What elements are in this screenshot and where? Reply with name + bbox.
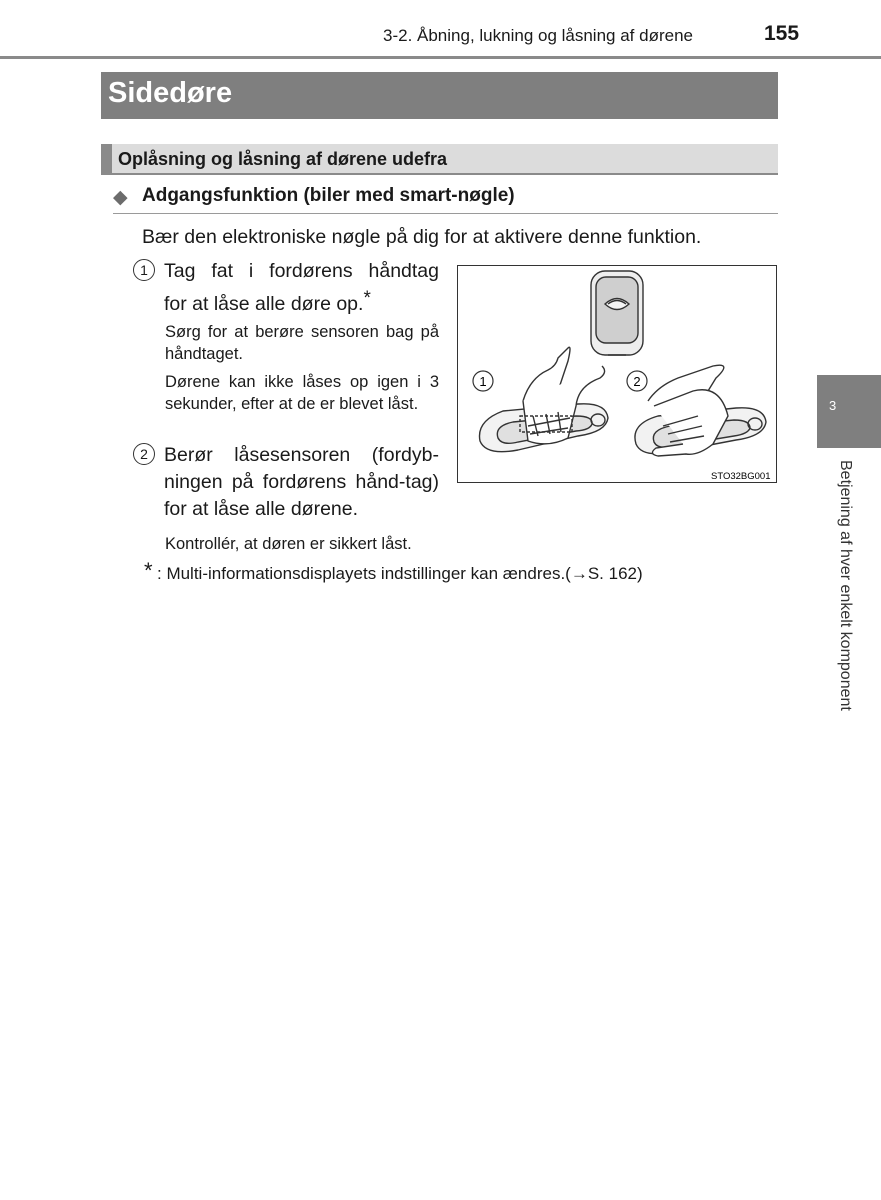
step-2-number-icon: 2 — [133, 443, 155, 465]
figure-code: STO32BG001 — [711, 471, 771, 482]
smart-key-icon — [591, 271, 643, 355]
step-1-text — [164, 258, 439, 318]
chapter-number: 3 — [829, 398, 837, 413]
door-handle-2-icon — [635, 365, 766, 456]
feature-heading: Adgangsfunktion (biler med smart-nøgle) — [142, 185, 515, 206]
step-2-text: Berør låsesensoren (fordyb-ningen på fordørens hånd-tag) for at låse alle dørene. — [164, 444, 439, 520]
step-1-note-1: Sørg for at berøre sensoren bag på håndtaget. — [165, 323, 439, 363]
subsection-accent — [101, 144, 112, 173]
subsection-bar — [101, 144, 778, 175]
chapter-title: Betjening af hver enkelt komponent — [837, 460, 854, 711]
page-number: 155 — [764, 22, 800, 45]
door-handle-illustration — [457, 265, 777, 483]
feature-rule — [113, 213, 778, 214]
step-2-note: Kontrollér, at døren er sikkert låst. — [165, 535, 412, 553]
page-title: Sidedøre — [108, 77, 233, 109]
step-1-line2: for at låse alle døre op. — [164, 293, 364, 315]
diamond-bullet-icon: ◆ — [113, 187, 128, 208]
chapter-tab — [817, 375, 881, 448]
header-rule — [0, 56, 881, 59]
intro-text: Bær den elektroniske nøgle på dig for at aktivere denne funktion. — [142, 226, 702, 248]
footnote-marker: * — [144, 558, 153, 583]
figure-label-1: 1 — [479, 374, 487, 389]
step-1-number-icon: 1 — [133, 259, 155, 281]
step-1-footnote-marker: * — [363, 288, 371, 309]
section-title-bar — [101, 72, 778, 119]
step-1-line1: Tag fat i fordørens håndtag — [164, 260, 439, 282]
figure-label-2: 2 — [633, 374, 641, 389]
footnote-text: : Multi-informationsdisplayets indstillinger kan ændres.(→S. 162) — [157, 564, 643, 583]
illustration-drawing — [458, 266, 776, 482]
step-1-note-2: Dørene kan ikke låses op igen i 3 sekunder, efter at de er blevet låst. — [165, 373, 439, 413]
running-header: 3-2. Åbning, lukning og låsning af dørene — [383, 26, 693, 45]
subsection-title: Oplåsning og låsning af dørene udefra — [118, 149, 448, 169]
door-handle-1-icon — [479, 347, 608, 451]
